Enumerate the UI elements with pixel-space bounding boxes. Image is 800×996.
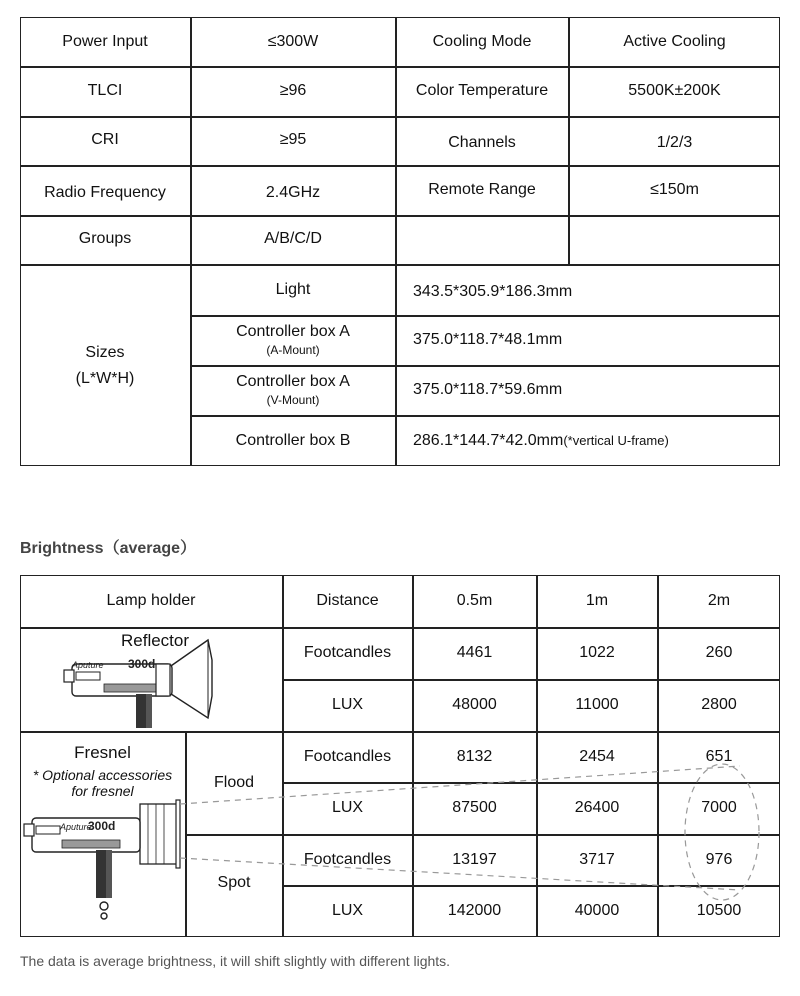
fresnel-brand-text: Aputure bbox=[60, 822, 92, 832]
header-lamp-holder: Lamp holder bbox=[106, 591, 196, 609]
value-cell: 40000 bbox=[574, 902, 620, 920]
value-cell: 260 bbox=[705, 644, 733, 662]
spec-label: Remote Range bbox=[428, 181, 536, 199]
spec-label: CRI bbox=[91, 131, 119, 149]
unit-label: LUX bbox=[331, 696, 364, 714]
spec-label: TLCI bbox=[87, 82, 123, 100]
unit-label: LUX bbox=[331, 799, 364, 817]
spec-label: Groups bbox=[78, 230, 132, 248]
value-cell: 13197 bbox=[452, 850, 497, 868]
value-cell: 2800 bbox=[701, 696, 737, 714]
header-distance-value: 2m bbox=[707, 591, 731, 609]
brightness-heading-text: Brightness bbox=[20, 540, 104, 557]
spec-value: ≥96 bbox=[279, 82, 307, 100]
header-distance-value: 0.5m bbox=[456, 591, 493, 609]
sizes-label-dims: (L*W*H) bbox=[75, 369, 135, 387]
unit-label: Footcandles bbox=[303, 747, 392, 765]
spec-value: ≤150m bbox=[650, 181, 699, 199]
spec-value: ≥95 bbox=[279, 131, 307, 149]
reflector-model-text: 300d bbox=[128, 657, 156, 671]
size-item-name-text: Light bbox=[275, 280, 311, 298]
fresnel-label: Fresnel bbox=[74, 743, 131, 763]
spec-value: 2.4GHz bbox=[265, 183, 321, 201]
fresnel-note-line1: * Optional accessories bbox=[32, 766, 173, 783]
unit-label: Footcandles bbox=[303, 850, 392, 868]
value-cell: 1022 bbox=[579, 644, 615, 662]
header-distance-value: 1m bbox=[585, 591, 609, 609]
spec-label: Cooling Mode bbox=[432, 32, 532, 50]
value-cell: 651 bbox=[705, 747, 733, 765]
spec-label: Color Temperature bbox=[415, 82, 549, 100]
header-distance: Distance bbox=[316, 591, 379, 609]
size-item-mount: (A-Mount) bbox=[266, 342, 320, 357]
reflector-label: Reflector bbox=[120, 631, 190, 651]
value-cell: 87500 bbox=[452, 799, 497, 817]
size-item-name-text: Controller box B bbox=[235, 431, 351, 449]
spec-value: Active Cooling bbox=[623, 32, 726, 50]
value-cell: 3717 bbox=[579, 850, 615, 868]
size-item-value: 343.5*305.9*186.3mm bbox=[413, 283, 573, 301]
spot-label: Spot bbox=[217, 873, 251, 891]
highlight-ellipse bbox=[685, 764, 759, 900]
flood-label: Flood bbox=[213, 773, 255, 791]
value-cell: 26400 bbox=[574, 799, 620, 817]
spec-value: A/B/C/D bbox=[264, 230, 322, 248]
flood-beam-upper-line bbox=[180, 766, 740, 804]
value-cell: 4461 bbox=[456, 644, 493, 662]
value-cell: 10500 bbox=[696, 902, 742, 920]
spec-label: Channels bbox=[448, 133, 516, 151]
spec-label: Power Input bbox=[62, 32, 148, 50]
reflector-brand-text: Aputure bbox=[72, 660, 104, 670]
value-cell: 48000 bbox=[452, 696, 497, 714]
footnote: The data is average brightness, it will shift slightly with different lights. bbox=[20, 953, 451, 969]
size-item-value-text: 286.1*144.7*42.0mm bbox=[413, 431, 564, 449]
spec-value: 1/2/3 bbox=[656, 133, 693, 151]
value-cell: 2454 bbox=[579, 747, 615, 765]
unit-label: Footcandles bbox=[303, 644, 392, 662]
value-cell: 976 bbox=[705, 850, 733, 868]
value-cell: 8132 bbox=[456, 747, 493, 765]
spec-value: 5500K±200K bbox=[628, 82, 721, 100]
size-item-value: 375.0*118.7*59.6mm bbox=[413, 381, 563, 399]
size-item-mount: (V-Mount) bbox=[266, 392, 320, 407]
size-item-name-text: Controller box A bbox=[236, 323, 350, 341]
size-item-note: (*vertical U-frame) bbox=[563, 432, 669, 448]
flood-beam-lower-line bbox=[180, 858, 740, 890]
sizes-label-text: Sizes bbox=[85, 343, 125, 361]
fresnel-note-line2: for fresnel bbox=[71, 782, 134, 799]
value-cell: 7000 bbox=[701, 799, 737, 817]
size-item-value: 375.0*118.7*48.1mm bbox=[413, 331, 563, 349]
unit-label: LUX bbox=[331, 902, 364, 920]
spec-label: Radio Frequency bbox=[44, 183, 166, 201]
fresnel-model-text: 300d bbox=[88, 819, 116, 833]
value-cell: 142000 bbox=[447, 902, 502, 920]
value-cell: 11000 bbox=[575, 696, 619, 714]
size-item-name-text: Controller box A bbox=[236, 373, 350, 391]
spec-value: ≤300W bbox=[267, 32, 319, 50]
brightness-heading-suffix: （average） bbox=[103, 540, 197, 557]
